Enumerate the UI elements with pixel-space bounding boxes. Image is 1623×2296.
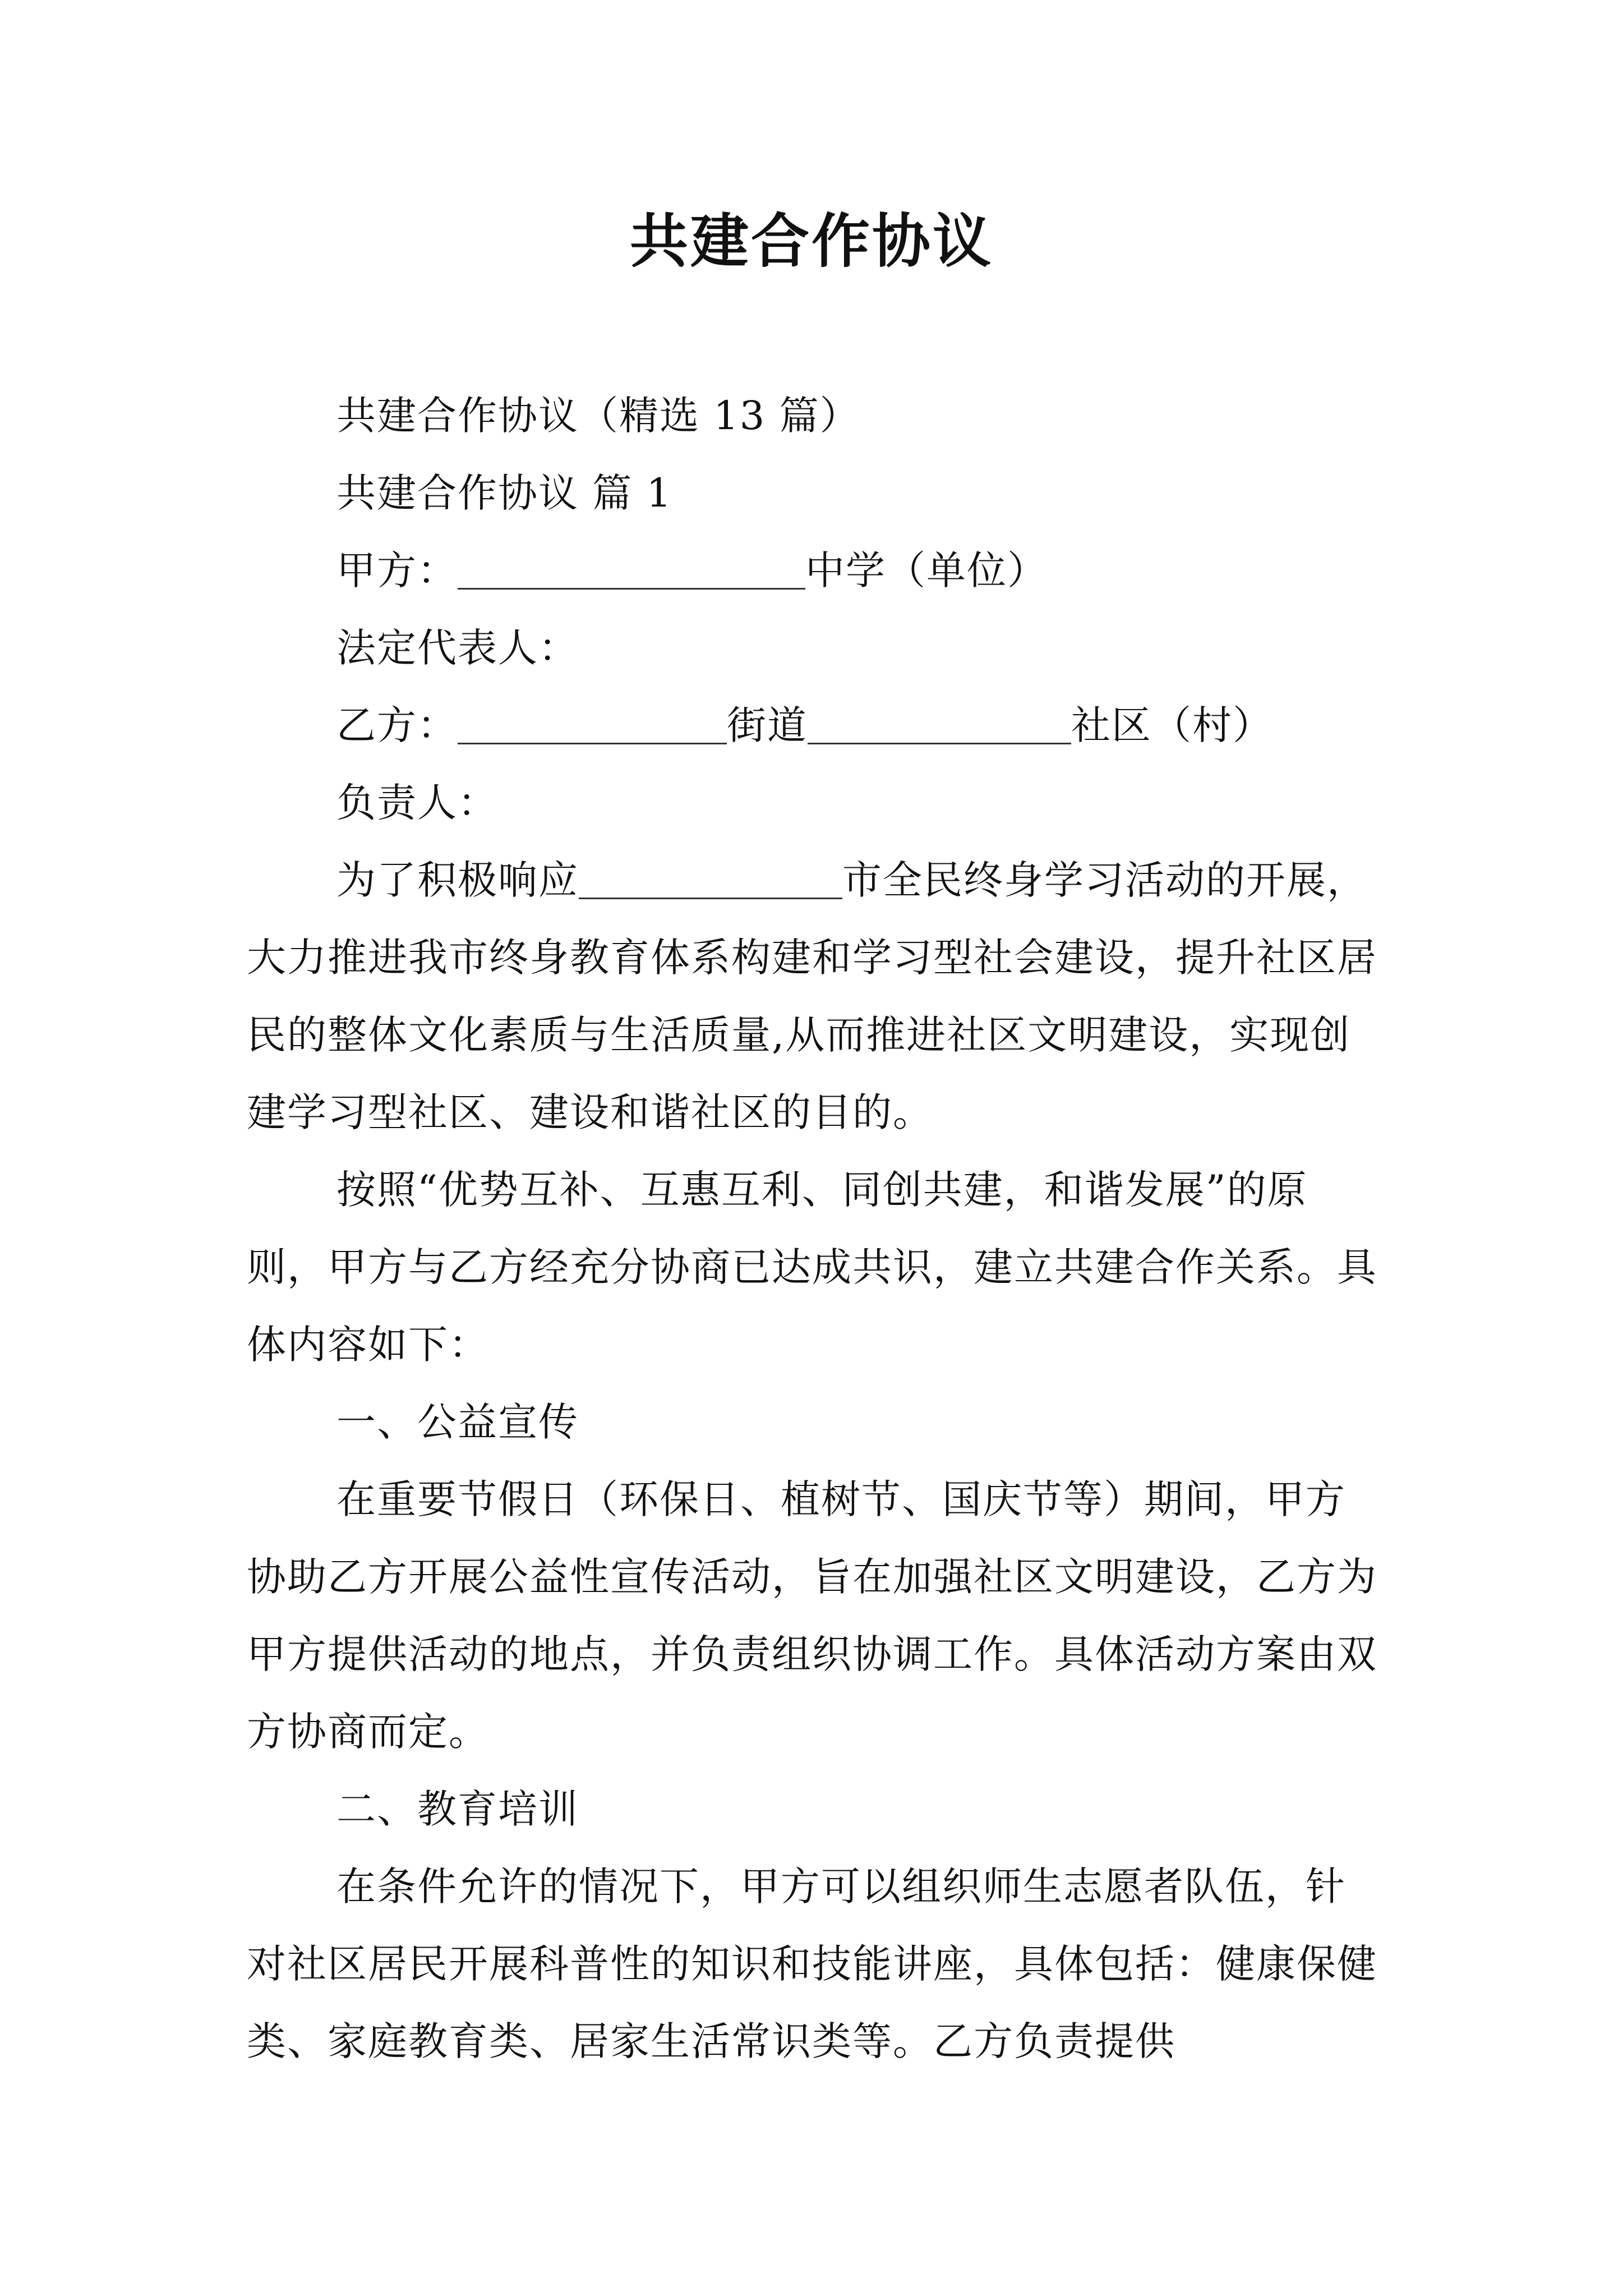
chapter-line: 共建合作协议 篇 1 xyxy=(336,470,673,516)
paragraph-principle: 按照“优势互补、互惠互利、同创共建，和谐发展”的原则，甲方与乙方经充分协商已达成共识，建立共建合作关系。具体内容如下： xyxy=(247,1167,1377,1368)
section-1-heading: 一、公益宣传 xyxy=(336,1399,579,1445)
person-in-charge-line: 负责人： xyxy=(336,780,498,826)
city-blank xyxy=(579,858,842,899)
section-2-heading: 二、教育培训 xyxy=(336,1786,579,1832)
party-b-community-blank xyxy=(808,703,1071,744)
document-title: 共建合作协议 xyxy=(629,207,993,275)
party-a-line xyxy=(247,532,1385,609)
party-b-label: 乙方： xyxy=(336,702,458,748)
party-b-line xyxy=(247,687,1385,764)
paragraph-purpose xyxy=(247,841,1385,1151)
section-1-text: 在重要节假日（环保日、植树节、国庆节等）期间，甲方协助乙方开展公益性宣传活动，旨在加强社区文明建设，乙方为甲方提供活动的地点，并负责组织协调工作。具体活动方案由双方协商而定。 xyxy=(247,1476,1377,1755)
party-a-blank xyxy=(458,549,805,590)
party-a-suffix: 中学（单位） xyxy=(805,547,1048,593)
section-2-text: 在条件允许的情况下，甲方可以组织师生志愿者队伍，针对社区居民开展科普性的知识和技能讲座，具体包括：健康保健类、家庭教育类、居家生活常识类等。乙方负责提供 xyxy=(247,1864,1377,2064)
subtitle-line: 共建合作协议（精选 13 篇） xyxy=(336,393,860,439)
legal-rep-line: 法定代表人： xyxy=(336,625,579,671)
party-b-street-blank xyxy=(458,703,727,744)
purpose-after-blank: 市全民终身学习活动的开展，大力推进我市终身教育体系构建和学习型社会建设，提升社区居民的整体文化素质与生活质量,从而推进社区文明建设，实现创建学习型社区、建设和谐社区的目的。 xyxy=(247,857,1377,1135)
party-b-suffix: 社区（村） xyxy=(1071,702,1273,748)
party-b-mid: 街道 xyxy=(727,702,808,748)
document-body xyxy=(247,377,1385,2080)
purpose-before-blank: 为了积极响应 xyxy=(336,857,579,903)
party-a-label: 甲方： xyxy=(336,547,458,593)
